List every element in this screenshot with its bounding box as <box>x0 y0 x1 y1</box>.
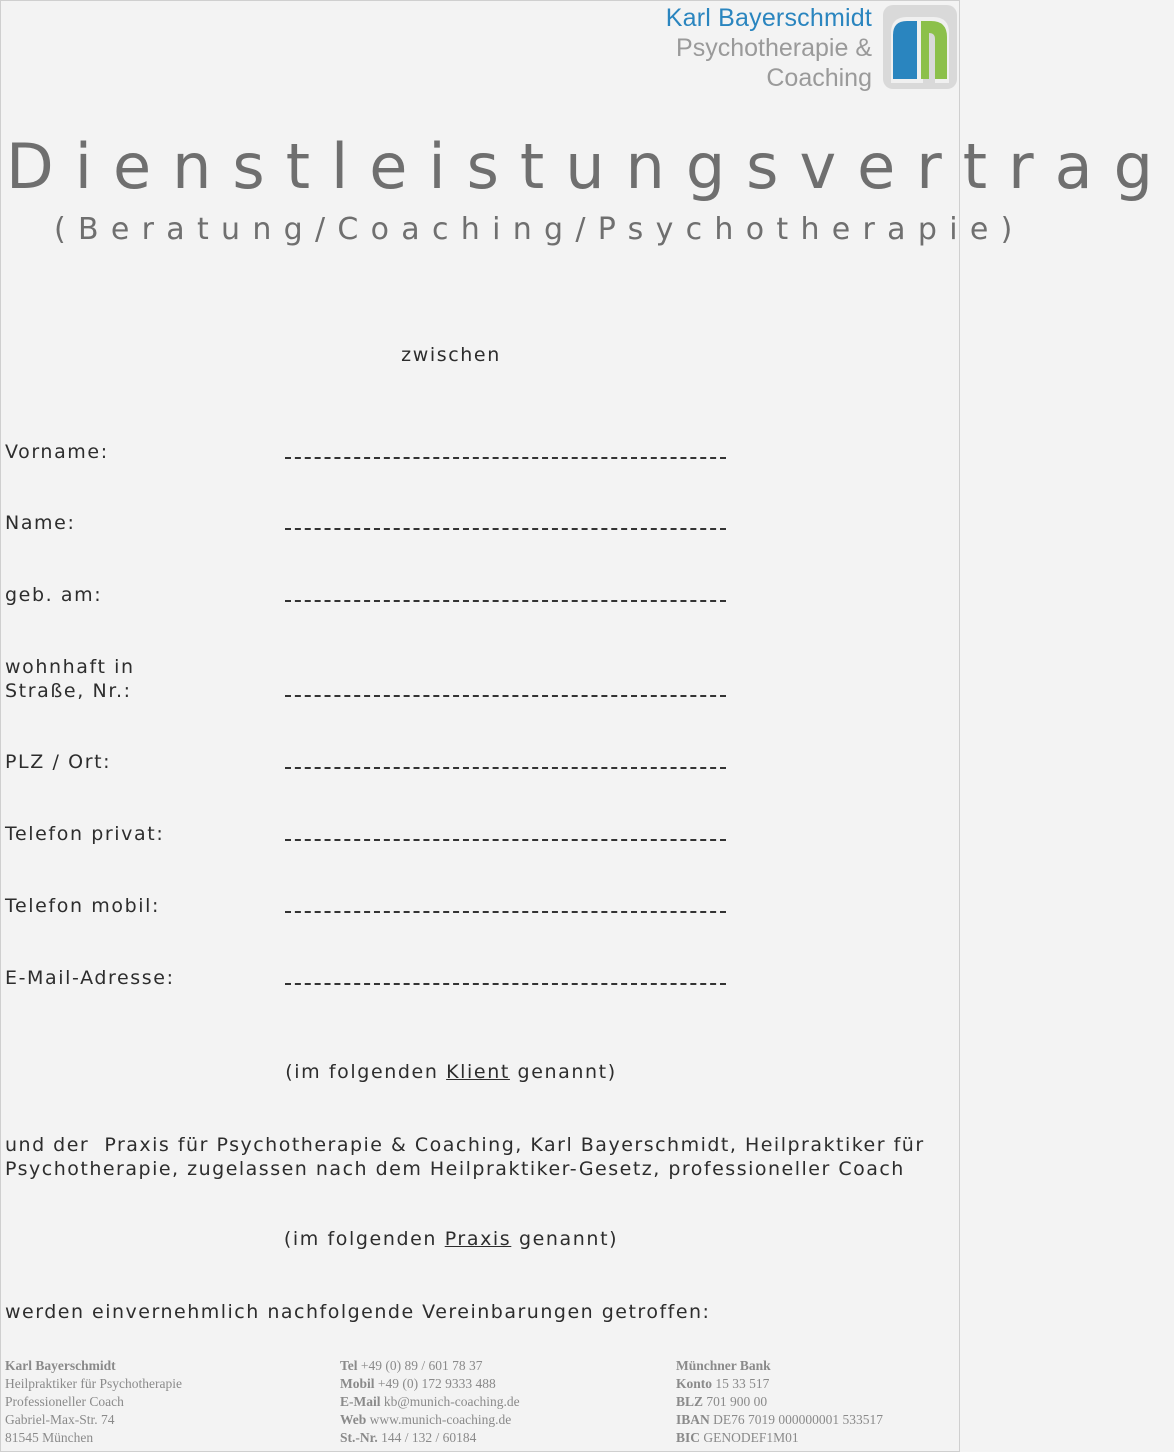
practice-note-term: Praxis <box>444 1228 512 1250</box>
document-title: Dienstleistungsvertrag <box>6 130 1174 203</box>
footer-col-address <box>5 1357 182 1447</box>
field-label-geb: geb. am: <box>5 584 103 606</box>
field-label-email: E-Mail-Adresse: <box>5 967 175 989</box>
field-line-telefon-privat[interactable] <box>285 839 726 841</box>
footer-bic: GENODEF1M01 <box>703 1430 799 1445</box>
brand-subline-1: Psychotherapie & <box>676 34 872 62</box>
field-line-plz-ort[interactable] <box>285 767 726 769</box>
field-label-wohnhaft-1: wohnhaft in <box>5 656 135 678</box>
footer-bank-name: Münchner Bank <box>676 1358 771 1373</box>
client-note-suffix: genannt) <box>509 1061 617 1083</box>
practice-note-prefix: (im folgenden <box>283 1228 445 1250</box>
field-label-telefon-privat: Telefon privat: <box>5 823 165 845</box>
footer-tax-number: 144 / 132 / 60184 <box>381 1430 477 1445</box>
footer-key: IBAN <box>676 1412 710 1427</box>
field-label-name: Name: <box>5 512 76 534</box>
footer-web-link[interactable]: www.munich-coaching.de <box>369 1412 512 1427</box>
field-line-telefon-mobil[interactable] <box>285 911 726 913</box>
footer-key: BLZ <box>676 1394 704 1409</box>
field-line-email[interactable] <box>285 983 726 985</box>
footer-mobile: +49 (0) 172 9333 488 <box>377 1376 496 1391</box>
footer-key: Konto <box>676 1376 713 1391</box>
footer-phone: +49 (0) 89 / 601 78 37 <box>360 1358 483 1373</box>
field-line-strasse[interactable] <box>285 695 726 697</box>
field-line-name[interactable] <box>285 528 726 530</box>
footer-key: E-Mail <box>340 1394 381 1409</box>
field-line-geb[interactable] <box>285 600 726 602</box>
footer-key: Tel <box>340 1358 358 1373</box>
client-note-term: Klient <box>446 1061 510 1083</box>
footer-col-bank <box>676 1357 883 1447</box>
footer-email-link[interactable]: kb@munich-coaching.de <box>383 1394 520 1409</box>
practice-note <box>0 1228 902 1250</box>
footer-konto: 15 33 517 <box>715 1376 770 1391</box>
field-label-plz-ort: PLZ / Ort: <box>5 751 112 773</box>
client-note <box>0 1061 902 1083</box>
party-text-line-2: Psychotherapie, zugelassen nach dem Heilpraktiker-Gesetz, professioneller Coach <box>5 1158 905 1180</box>
agreement-text: werden einvernehmlich nachfolgende Vereinbarungen getroffen: <box>5 1301 711 1323</box>
field-label-vorname: Vorname: <box>5 441 109 463</box>
footer-col-contact <box>340 1357 520 1447</box>
footer-line: Gabriel-Max-Str. 74 <box>5 1412 115 1427</box>
footer-line: Professioneller Coach <box>5 1394 124 1409</box>
footer-key: Web <box>340 1412 367 1427</box>
practice-note-suffix: genannt) <box>511 1228 619 1250</box>
document-subtitle: (Beratung/Coaching/Psychotherapie) <box>54 212 1025 247</box>
footer-blz: 701 900 00 <box>706 1394 768 1409</box>
brand-subline-2: Coaching <box>766 64 872 92</box>
footer-line: 81545 München <box>5 1430 94 1445</box>
brand-name: Karl Bayerschmidt <box>665 4 872 32</box>
footer-key: St.-Nr. <box>340 1430 378 1445</box>
client-note-prefix: (im folgenden <box>285 1061 447 1083</box>
party-text-line-1: und der Praxis für Psychotherapie & Coaching, Karl Bayerschmidt, Heilpraktiker für <box>5 1134 925 1156</box>
footer-name: Karl Bayerschmidt <box>5 1358 116 1373</box>
brand-logo-icon <box>883 5 957 89</box>
brand-block <box>666 4 872 93</box>
field-line-vorname[interactable] <box>285 457 726 459</box>
field-label-wohnhaft-2: Straße, Nr.: <box>5 680 132 702</box>
field-label-telefon-mobil: Telefon mobil: <box>5 895 160 917</box>
footer-key: BIC <box>676 1430 701 1445</box>
footer-line: Heilpraktiker für Psychotherapie <box>5 1376 182 1391</box>
between-label: zwischen <box>401 344 501 366</box>
footer-iban: DE76 7019 000000001 533517 <box>713 1412 884 1427</box>
footer-key: Mobil <box>340 1376 375 1391</box>
